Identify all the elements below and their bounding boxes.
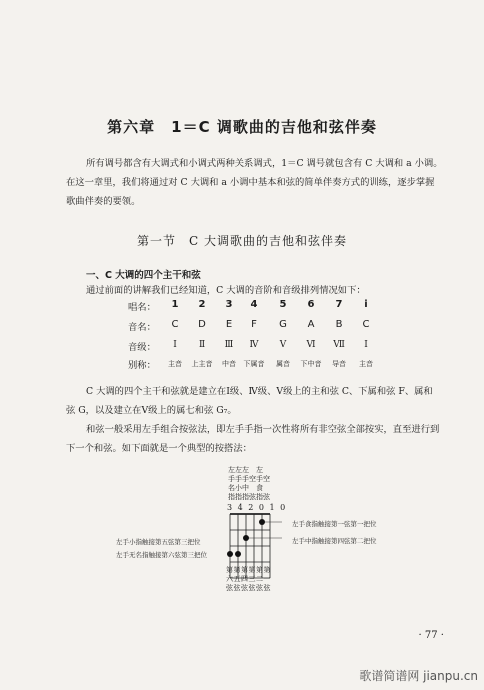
alias-cell: 主音 (359, 360, 373, 368)
row-label-solfege: 唱名： (128, 302, 156, 313)
alias-cell: 下中音 (300, 360, 322, 368)
scale-intro: 通过前面的讲解我们已经知道，C 大调的音阶和音级排列情况如下： (86, 285, 366, 296)
finger-dot (243, 535, 249, 541)
solfege-cell: 7 (335, 299, 343, 310)
diagram-bottom-label-3: 弦弦弦弦弦弦 (226, 584, 271, 592)
solfege-cell: 1 (171, 299, 179, 310)
note-name-cell: G (279, 319, 287, 330)
degree-row (0, 340, 484, 354)
alias-cell: 导音 (332, 360, 346, 368)
subsection-title: 一、C 大调的四个主干和弦 (86, 270, 201, 281)
intro-line-1: 所有调号都含有大调式和小调式两种关系调式，1＝C 调号就包含有 C 大调和 a 小调。 (86, 158, 443, 169)
degree-cell: Ⅶ (333, 340, 345, 350)
solfege-cell: 4 (250, 299, 258, 310)
note-name-cell: C (171, 319, 179, 330)
note-name-cell: D (198, 319, 206, 330)
section-title: 第一节 C 大调歌曲的吉他和弦伴奏 (137, 234, 347, 248)
note-name-cell: C (362, 319, 370, 330)
left-annotation-1: 左手小指触接第五弦第三把位 (116, 538, 201, 546)
solfege-cell: 6 (307, 299, 315, 310)
chapter-title: 第六章 1＝C 调歌曲的吉他和弦伴奏 (107, 118, 377, 136)
solfege-row (0, 299, 484, 313)
degree-cell: Ⅴ (279, 340, 287, 350)
body-line-1: C 大调的四个主干和弦就是建立在Ⅰ级、Ⅳ级、Ⅴ级上的主和弦 C、下属和弦 F、属和 (86, 386, 433, 397)
scale-table (0, 299, 484, 379)
row-label-note-name: 音名： (128, 322, 156, 333)
finger-dot (259, 519, 265, 525)
diagram-top-label-4: 指指指弦指弦 (228, 493, 270, 501)
row-label-degree: 音级： (128, 342, 156, 353)
diagram-top-label-3: 名小中 食 (228, 484, 263, 492)
alias-cell: 中音 (222, 360, 236, 368)
finger-dot (227, 551, 233, 557)
alias-cell: 上主音 (191, 360, 213, 368)
chord-diagram (0, 462, 484, 602)
finger-dot (235, 551, 241, 557)
note-name-cell: B (335, 319, 343, 330)
diagram-top-label-2: 手手手空手空 (228, 475, 270, 483)
watermark: 歌谱简谱网 jianpu.cn (359, 669, 478, 683)
page-number: · 77 · (418, 630, 444, 641)
note-name-cell: A (307, 319, 315, 330)
solfege-cell: 2 (198, 299, 206, 310)
note-name-cell: E (225, 319, 233, 330)
note-name-cell: F (251, 319, 257, 330)
intro-line-3: 歌曲伴奏的要领。 (66, 196, 141, 207)
alias-row (0, 359, 484, 373)
diagram-top-label-1: 左左左 左 (228, 466, 263, 474)
row-label-alias: 别称： (128, 360, 156, 371)
right-annotation-2: 左手中指触接第四弦第二把位 (292, 537, 377, 545)
degree-cell: Ⅳ (249, 340, 259, 350)
solfege-cell: 3 (225, 299, 233, 310)
degree-cell: Ⅰ (173, 340, 177, 350)
body-line-4: 下一个和弦。如下面就是一个典型的按搭法： (66, 443, 252, 454)
diagram-bottom-label-1: 第第第第第第 (226, 566, 271, 574)
body-line-3: 和弦一般采用左手组合按弦法，即左手手指一次性将所有非空弦全部按实，直至进行到 (86, 424, 440, 435)
degree-cell: Ⅵ (306, 340, 316, 350)
intro-line-2: 在这一章里，我们将通过对 C 大调和 a 小调中基本和弦的简单伴奏方式的训练，逐步掌握 (66, 177, 435, 188)
note-name-row (0, 319, 484, 333)
alias-cell: 下属音 (243, 360, 265, 368)
degree-cell: Ⅰ (364, 340, 368, 350)
degree-cell: Ⅱ (198, 340, 206, 350)
body-line-2: 弦 G，以及建立在Ⅴ级上的属七和弦 G₇。 (66, 405, 237, 416)
solfege-cell: 5 (279, 299, 287, 310)
fingering-numbers: 3 4 2 0 1 0 (227, 503, 287, 512)
solfege-cell: i (364, 299, 368, 310)
alias-cell: 主音 (168, 360, 182, 368)
alias-cell: 属音 (276, 360, 290, 368)
diagram-bottom-label-2: 六五四三二一 (226, 575, 271, 583)
degree-cell: Ⅲ (224, 340, 234, 350)
left-annotation-2: 左手无名指触接第六弦第三把位 (116, 551, 207, 559)
right-annotation-1: 左手食指触接第一弦第一把位 (292, 520, 377, 528)
